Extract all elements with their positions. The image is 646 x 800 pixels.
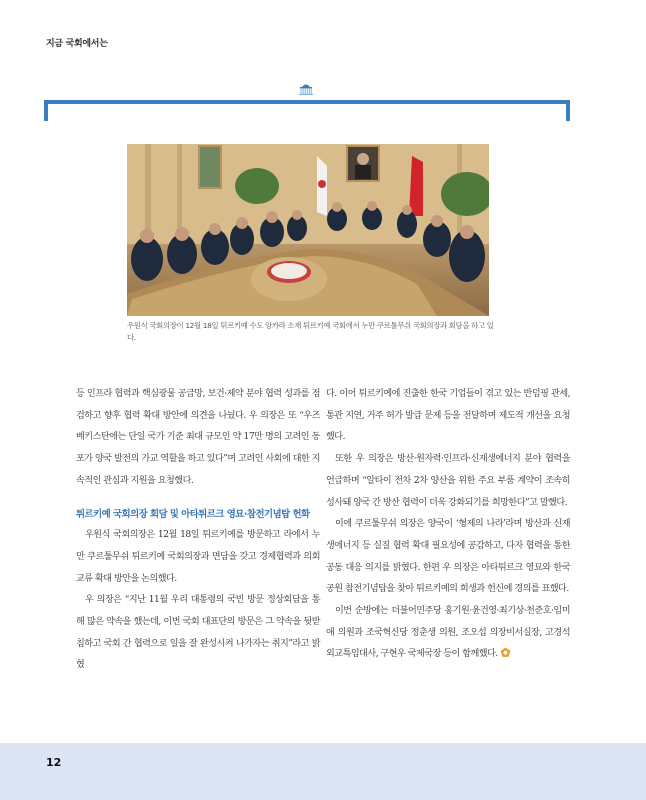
- paragraph: 우원식 국회의장은 12월 18일 튀르키예를 방문하고 라에서 누만 쿠르툴무쉬 튀르키예 국회의장과 면담을 갖고 경제협력과 의회 교류 확대 방안을 논의했다.: [76, 530, 320, 584]
- paragraph: 이에 쿠르툴무쉬 의장은 양국이 ‘형제의 나라’라며 방산과 신재생에너지 등 실질 협력 확대 필요성에 공감하고, 다자 협력을 통한 공동 대응 의지를 밝혔다. 한편 우 의장은 아타튀르크 영묘와 한국공원 참전기념탑을 찾아 튀르키예의 희생과 헌신에 경의를 표했다.: [326, 519, 570, 595]
- decorative-frame: [44, 100, 570, 121]
- photo-caption: 우원식 국회의장이 12월 18일 튀르키예 수도 앙카라 소재 튀르키예 국회에서 누만 쿠르툴무쉬 국회의장과 회담을 하고 있다.: [127, 321, 494, 342]
- article-column-right: [326, 384, 570, 666]
- end-mark-icon: [500, 647, 511, 658]
- paragraph: 또한 우 의장은 방산·원자력·인프라·신재생에너지 분야 협력을 언급하며 “알타이 전차 2차 양산을 위한 주요 부품 계약이 조속히 성사돼 양국 간 방산 협력이 더욱 강화되기를 희망한다”고 말했다.: [326, 454, 570, 508]
- meeting-photo: [127, 144, 489, 316]
- paragraph-text: 이번 순방에는 더불어민주당 홍기원·윤건영·최기상·천준호·임미애 의원과 조국혁신당 정춘생 의원, 조오섭 의장비서실장, 고경석 외교특임대사, 구현우 국제국장 등이 함께했다.: [326, 606, 570, 660]
- paragraph-last: [326, 601, 570, 666]
- national-assembly-building-icon: [297, 82, 315, 96]
- page-footer: [0, 743, 646, 800]
- section-subheading: 튀르키예 국회의장 회담 및 아타튀르크 영묘·참전기념탑 헌화: [76, 508, 310, 520]
- paragraph: 우 의장은 “지난 11월 우리 대통령의 국빈 방문 정상회담을 통해 많은 약속을 했는데, 이번 국회 대표단의 방문은 그 약속을 뒷받침하고 국회 간 협력으로 일을 잘 완성시켜 나가자는 취지”라고 밝혔: [76, 595, 320, 671]
- section-label: 지금 국회에서는: [46, 39, 108, 49]
- page-number: 12: [46, 756, 62, 769]
- paragraph: 등 인프라 협력과 핵심광물 공급망, 보건·제약 분야 협력 성과를 점검하고 향후 협력 확대 방안에 의견을 나눴다. 우 의장은 또 “우즈베키스탄에는 단일 국가 기준 최대 규모인 약 17만 명의 고려인 동포가 양국 발전의 가교 역할을 하고 있다”며 고려인 사회에 대한 지속적인 관심과 지원을 요청했다.: [76, 389, 320, 486]
- paragraph: 다. 이어 튀르키예에 진출한 한국 기업들이 겪고 있는 반덤핑 관세, 통관 지연, 거주 허가 발급 문제 등을 전달하며 제도적 개선을 요청했다.: [326, 389, 570, 443]
- article-column-left: [76, 384, 320, 677]
